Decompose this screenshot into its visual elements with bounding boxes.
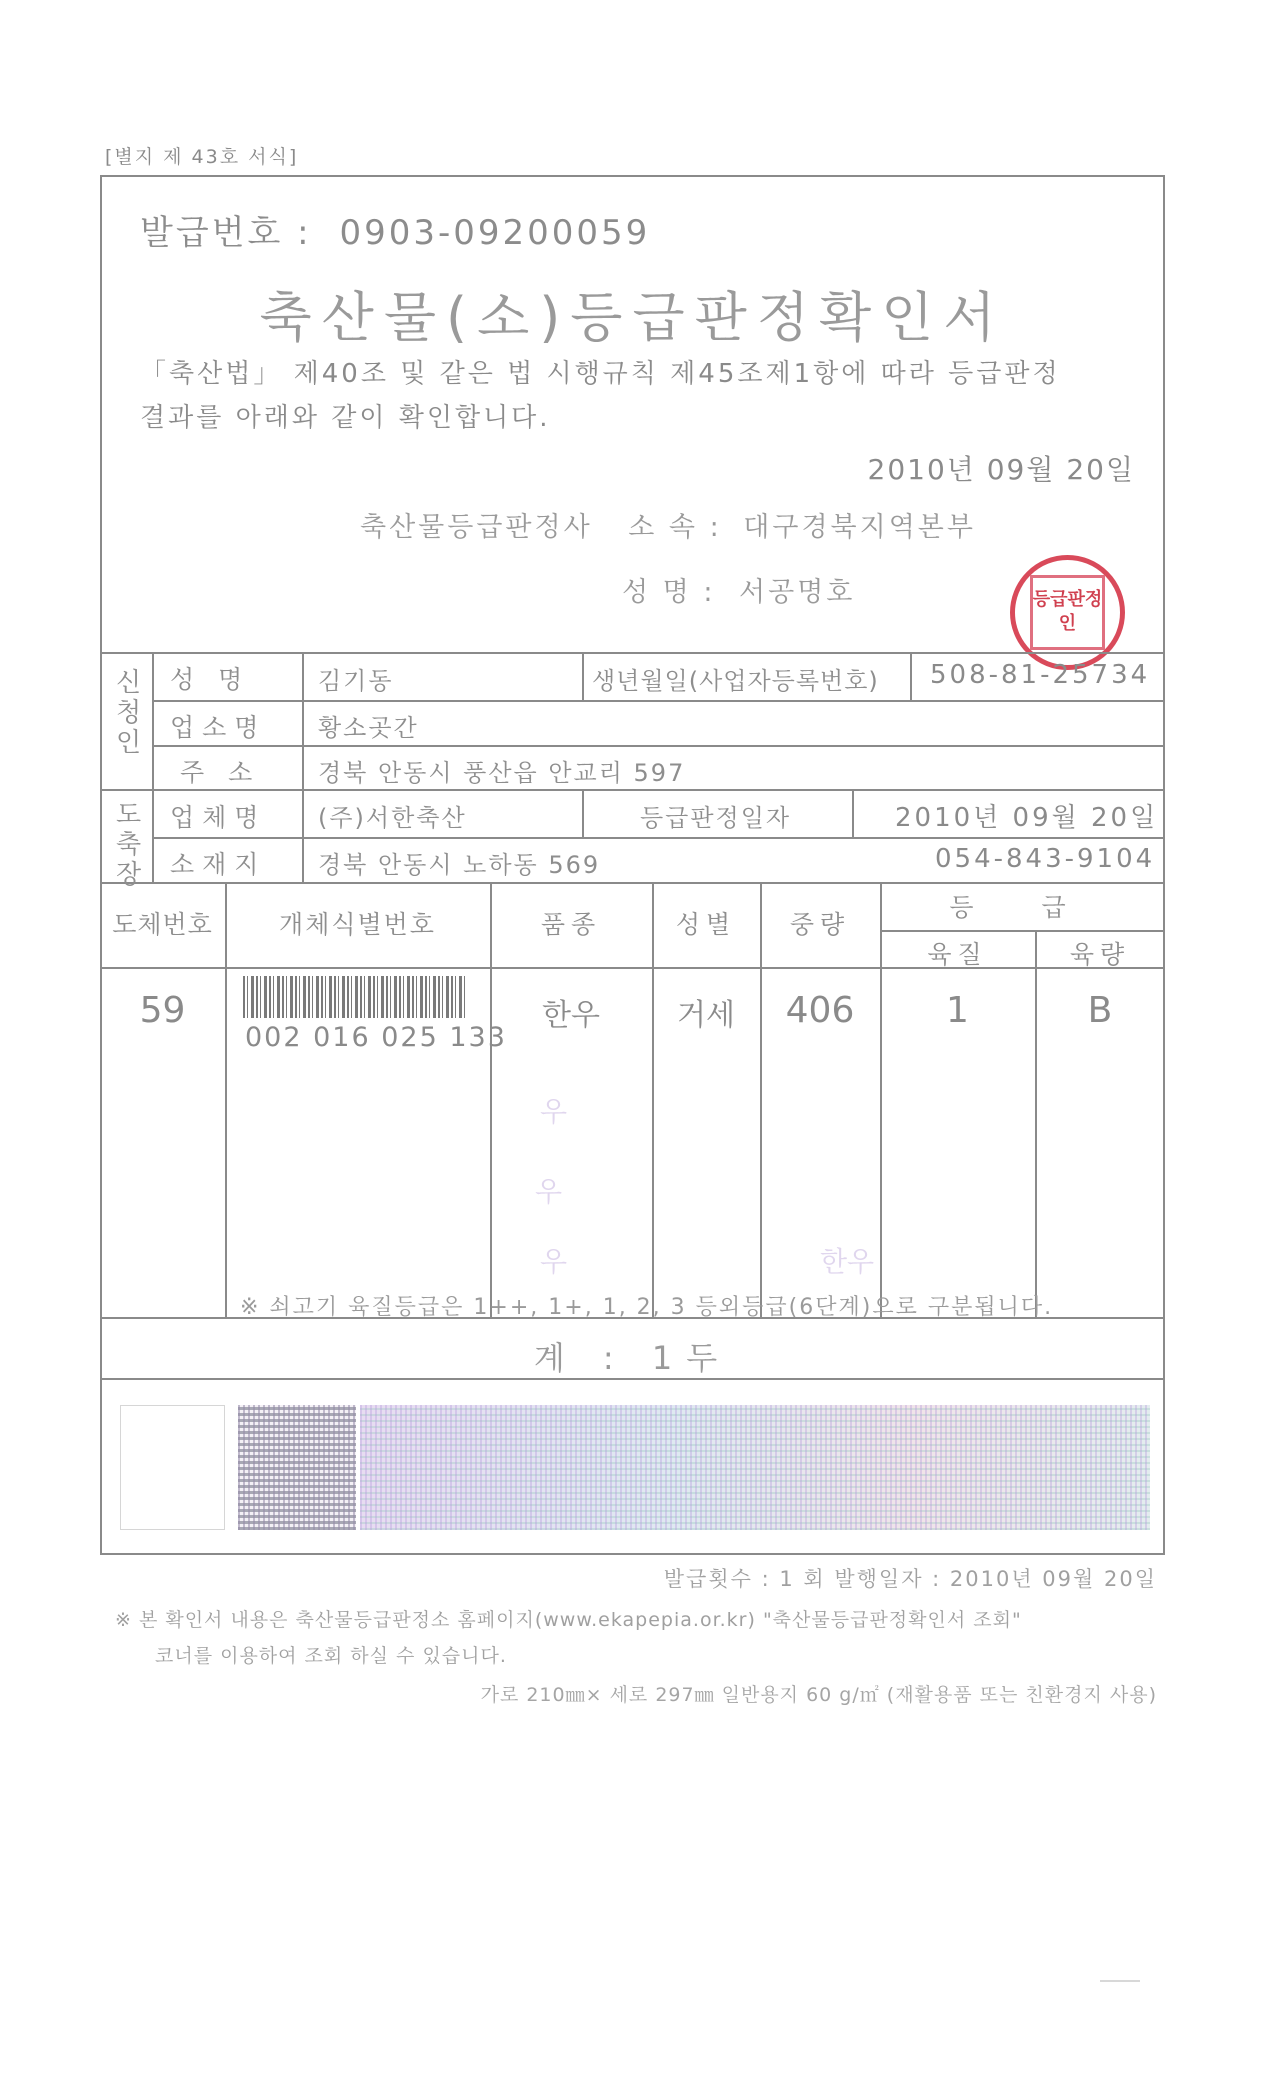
divider-table-col-4 xyxy=(760,882,762,1317)
row-sex: 거세 xyxy=(677,998,735,1033)
total-count: 계 : 1두 xyxy=(533,1339,732,1377)
header-sex: 성별 xyxy=(675,910,737,939)
official-seal-text: 등급판정인 xyxy=(1032,589,1103,634)
header-grade: 등 급 xyxy=(949,893,1096,922)
faint-stamp-1: 우 xyxy=(540,1095,568,1128)
divider-section-col xyxy=(152,652,154,882)
divider-grade-sub xyxy=(880,930,1165,932)
divider-label-col xyxy=(302,652,304,882)
row-carcass-no: 59 xyxy=(139,990,186,1031)
issue-number: 0903-09200059 xyxy=(339,213,651,253)
issue-date: 2010년 09월 20일 xyxy=(867,453,1135,486)
intro-text xyxy=(140,352,1130,440)
issue-info: 발급횟수 : 1 회 발행일자 : 2010년 09월 20일 xyxy=(663,1567,1157,1591)
faint-stamp-2: 우 xyxy=(535,1175,563,1208)
slaughterhouse-location-label: 소재지 xyxy=(170,850,267,879)
row-breed: 한우 xyxy=(542,998,600,1033)
applicant-address: 경북 안동시 풍산읍 안교리 597 xyxy=(318,759,686,787)
applicant-id: 508-81-25734 xyxy=(930,660,1151,690)
scan-artifact xyxy=(1100,1980,1140,1982)
applicant-shop: 황소곳간 xyxy=(318,714,419,742)
faint-stamp-3: 우 xyxy=(540,1245,568,1278)
form-code: [별지 제 43호 서식] xyxy=(105,146,299,168)
divider-id-col-right xyxy=(910,652,912,700)
header-yield: 육량 xyxy=(1069,940,1131,969)
footer-note xyxy=(115,1602,1022,1674)
grade-note: ※ 쇠고기 육질등급은 1++, 1+, 1, 2, 3 등외등급(6단계)으로 구분됩니다. xyxy=(240,1295,1054,1320)
header-quality: 육질 xyxy=(927,940,988,969)
inspector-name-label: 성 명 : xyxy=(622,577,716,608)
footer-note-line-1: ※ 본 확인서 내용은 축산물등급판정소 홈페이지(www.ekapepia.or.kr) "축산물등급판정확인서 조회" xyxy=(115,1609,1022,1631)
applicant-name-label: 성 명 xyxy=(170,665,251,694)
applicant-address-label: 주 소 xyxy=(180,758,261,787)
inspector-label: 축산물등급판정사 xyxy=(360,512,593,543)
row-ear-tag: 002 016 025 133 xyxy=(245,1022,507,1053)
faint-stamp-4: 한우 xyxy=(820,1245,875,1278)
divider-table-col-6 xyxy=(1035,930,1037,1317)
divider-id-col-left xyxy=(582,652,584,700)
header-weight: 중량 xyxy=(789,910,851,939)
row-weight: 406 xyxy=(785,990,855,1031)
divider-date-col-right xyxy=(852,789,854,837)
intro-line-2: 결과를 아래와 같이 확인합니다. xyxy=(140,403,551,433)
divider-table-col-2 xyxy=(490,882,492,1317)
slaughterhouse-name-label: 업체명 xyxy=(170,803,267,832)
divider-table-col-3 xyxy=(652,882,654,1317)
security-pattern xyxy=(360,1405,1150,1530)
header-breed: 품종 xyxy=(540,910,602,939)
slaughterhouse-name: (주)서한축산 xyxy=(318,804,467,832)
header-carcass-no: 도체번호 xyxy=(112,910,213,939)
row-yield: B xyxy=(1087,990,1113,1031)
affiliation-value: 대구경북지역본부 xyxy=(743,512,976,543)
grading-date: 2010년 09월 20일 xyxy=(895,803,1159,833)
divider-table-top xyxy=(100,882,1165,884)
document-title: 축산물(소)등급판정확인서 xyxy=(259,286,1006,349)
blank-box xyxy=(120,1405,225,1530)
applicant-id-label: 생년월일(사업자등록번호) xyxy=(592,667,879,695)
inspector-line xyxy=(360,505,976,544)
divider-date-col-left xyxy=(582,789,584,837)
paper-spec: 가로 210㎜× 세로 297㎜ 일반용지 60 g/㎡ (재활용품 또는 친환경지 사용) xyxy=(480,1684,1157,1706)
affiliation-label: 소 속 : xyxy=(628,512,722,543)
intro-line-1: 「축산법」 제40조 및 같은 법 시행규칙 제45조제1항에 따라 등급판정 xyxy=(140,359,1061,389)
slaughterhouse-phone: 054-843-9104 xyxy=(935,844,1156,874)
grading-date-label: 등급판정일자 xyxy=(640,804,792,832)
divider-slaughter-top xyxy=(100,789,1165,791)
ear-tag-barcode xyxy=(243,976,465,1018)
applicant-name: 김기동 xyxy=(318,667,394,695)
issue-number-line xyxy=(140,205,650,254)
applicant-shop-label: 업소명 xyxy=(170,713,267,742)
qr-code-overlay xyxy=(238,1405,356,1530)
inspector-name: 서공명호 xyxy=(739,577,856,608)
issue-number-label: 발급번호 : xyxy=(140,213,312,253)
slaughterhouse-location: 경북 안동시 노하동 569 xyxy=(318,851,601,879)
slaughterhouse-section-label: 도축장 xyxy=(111,800,141,890)
divider-table-col-1 xyxy=(225,882,227,1317)
row-quality: 1 xyxy=(946,990,969,1031)
applicant-section-label: 신청인 xyxy=(111,668,141,758)
footer-note-line-2: 코너를 이용하여 조회 하실 수 있습니다. xyxy=(155,1645,507,1667)
header-ear-tag: 개체식별번호 xyxy=(279,910,436,939)
divider-applicant-top xyxy=(100,652,1165,654)
inspector-name-line xyxy=(622,570,855,609)
